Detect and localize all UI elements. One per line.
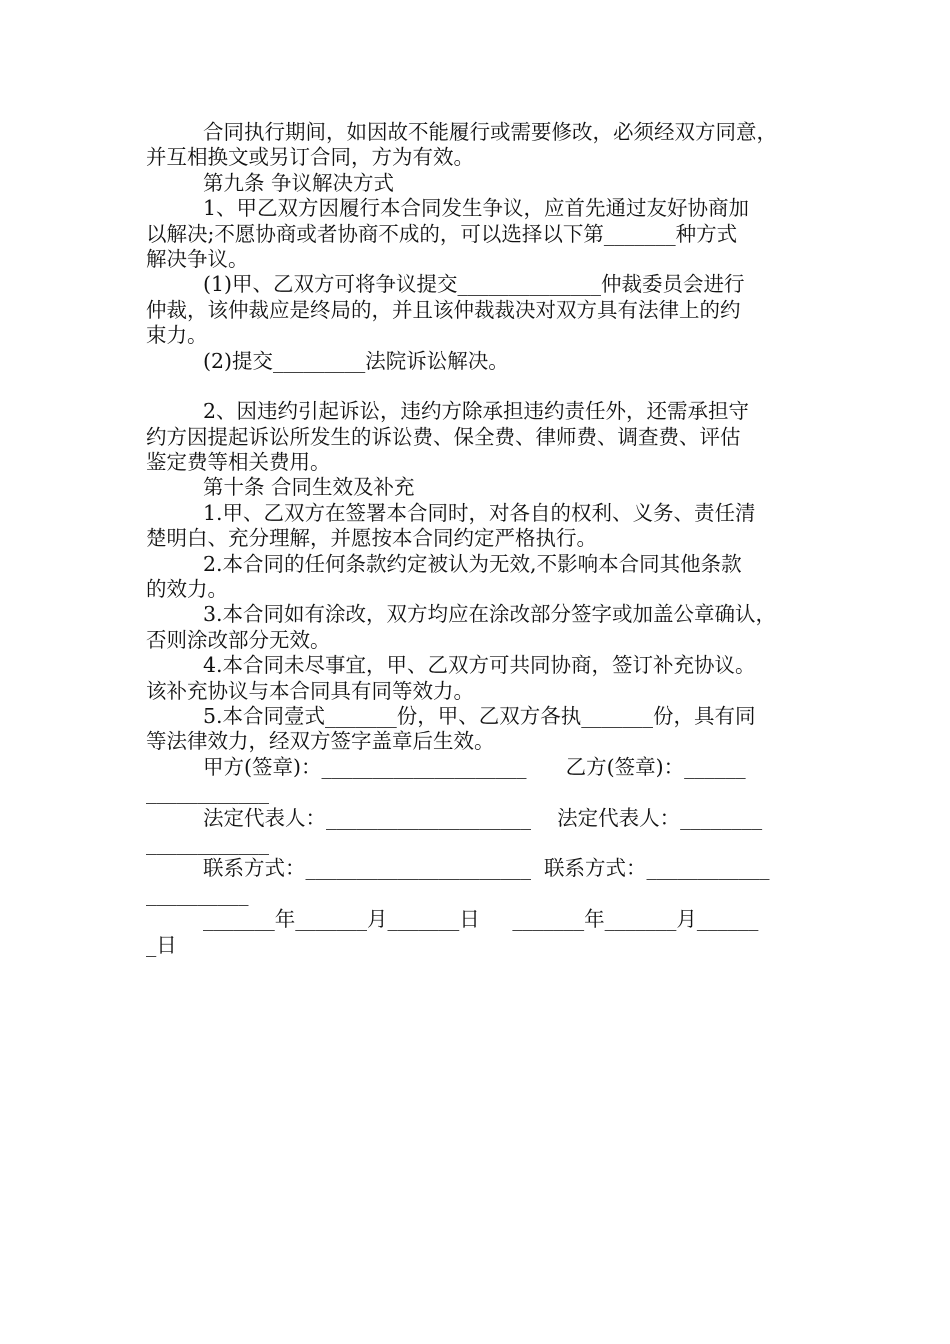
text-line: 1、甲乙双方因履行本合同发生争议，应首先通过友好协商加 (203, 196, 750, 221)
signature-line: _______年_______月_______日 _______年_______月______ (203, 907, 759, 932)
text-line: 2.本合同的任何条款约定被认为无效,不影响本合同其他条款 (203, 551, 742, 576)
signature-line: 法定代表人：____________________ 法定代表人：________ (203, 805, 763, 830)
text-line: 解决争议。 (146, 246, 249, 271)
text-line: 2、因违约引起诉讼，违约方除承担违约责任外，还需承担守 (203, 399, 750, 424)
text-line: 的效力。 (146, 577, 228, 602)
contract-page (146, 120, 811, 958)
text-line: 约方因提起诉讼所发生的诉讼费、保全费、律师费、调查费、评估 (146, 424, 741, 449)
text-line: 第十条 合同生效及补充 (203, 475, 415, 500)
signature-line: 甲方(签章)：____________________ 乙方(签章)：______ (203, 754, 746, 779)
text-line: 5.本合同壹式_______份，甲、乙双方各执_______份，具有同 (203, 703, 756, 728)
text-line: 并互相换文或另订合同，方为有效。 (146, 145, 474, 170)
contract-body (146, 120, 811, 755)
blank-line (146, 374, 811, 399)
text-line: 等法律效力，经双方签字盖章后生效。 (146, 729, 495, 754)
signature-line-continued: ____________ (146, 830, 269, 855)
text-line: (2)提交_________法院诉讼解决。 (203, 348, 509, 373)
text-line: 3.本合同如有涂改，双方均应在涂改部分签字或加盖公章确认， (203, 602, 777, 627)
text-line: 束力。 (146, 323, 208, 348)
text-line: (1)甲、乙双方可将争议提交______________仲裁委员会进行 (203, 272, 745, 297)
signature-line: 联系方式：______________________ 联系方式：____________ (203, 856, 770, 881)
text-line: 4.本合同未尽事宜，甲、乙双方可共同协商，签订补充协议。 (203, 653, 756, 678)
text-line: 第九条 争议解决方式 (203, 170, 395, 195)
signature-line-continued: ____________ (146, 780, 269, 805)
text-line: 否则涂改部分无效。 (146, 627, 331, 652)
text-line: 该补充协议与本合同具有同等效力。 (146, 678, 474, 703)
signature-line-continued: _日 (146, 932, 177, 957)
text-line: 以解决;不愿协商或者协商不成的，可以选择以下第_______种方式 (146, 221, 738, 246)
signature-line-continued: __________ (146, 881, 249, 906)
signature-block (146, 755, 811, 958)
text-line: 仲裁，该仲裁应是终局的，并且该仲裁裁决对双方具有法律上的约 (146, 297, 741, 322)
text-line: 楚明白、充分理解，并愿按本合同约定严格执行。 (146, 526, 597, 551)
text-line: 鉴定费等相关费用。 (146, 450, 331, 475)
text-line: 合同执行期间，如因故不能履行或需要修改，必须经双方同意， (203, 120, 777, 144)
text-line: 1.甲、乙双方在签署本合同时，对各自的权利、义务、责任清 (203, 500, 756, 525)
